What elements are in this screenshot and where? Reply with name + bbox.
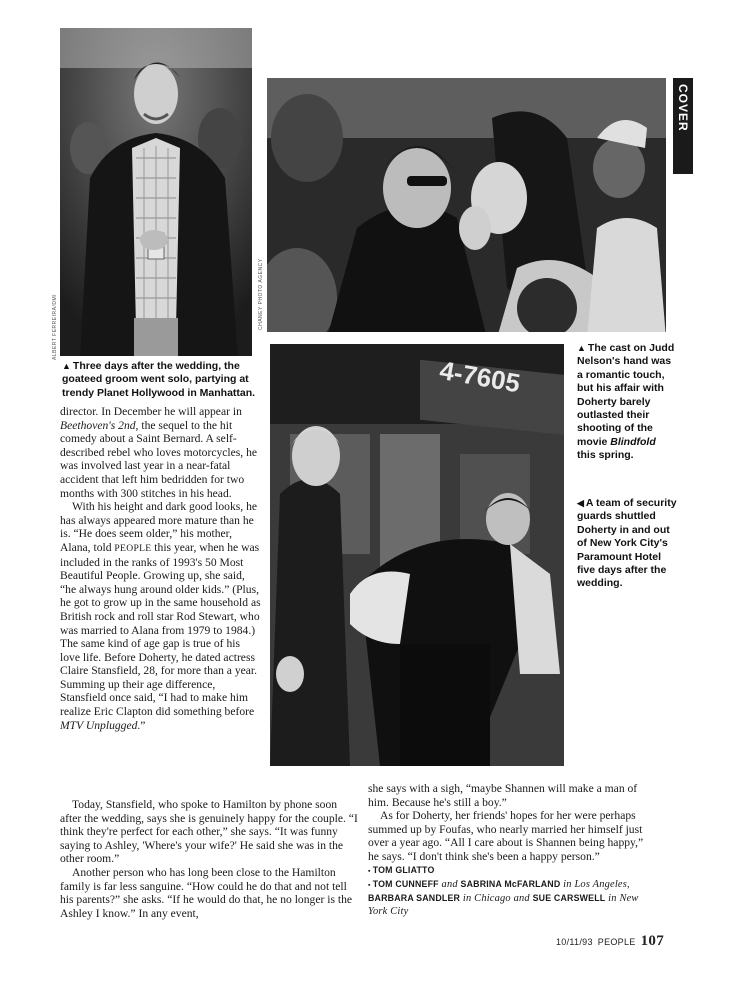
photo-judd-nelson-kiss	[267, 78, 666, 332]
byline-connector: and	[438, 878, 461, 890]
caption-guards-text: A team of security guards shuttled Doherty in and out of New York City's Paramount Hotel five days after the wedding.	[577, 497, 677, 590]
movie-title: Beethoven's 2nd,	[60, 418, 139, 432]
caption-arrow-left-icon: ◀	[577, 498, 584, 508]
article-paragraph: As for Doherty, her friends' hopes for her were perhaps summed up by Foufas, who nearly married her himself just over a year ago. “All I care about is Shannen being happy,” he says. “I don't think she's been a happy person.”	[368, 809, 644, 863]
caption-groom-text: Three days after the wedding, the goateed groom went solo, partying at trendy Planet Hollywood in Manhattan.	[62, 360, 256, 399]
caption-security-guards	[577, 497, 677, 591]
issue-date: 10/11/93	[556, 937, 593, 947]
article-paragraph: Today, Stansfield, who spoke to Hamilton by phone soon after the wedding, says she is genuinely happy for the couple. “I think they're perfect for each other,” she says. “It was funny saying to Ashley, 'Where's your wife?' He said she was in the other room.”	[60, 798, 358, 866]
byline-name: BARBARA SANDLER	[368, 892, 461, 903]
byline-location: in Los Angeles,	[560, 878, 630, 890]
article-paragraph	[60, 405, 262, 500]
byline-name: SUE CARSWELL	[532, 892, 606, 903]
byline-reporters	[368, 878, 648, 918]
article-column-right	[368, 782, 648, 918]
caption-judd-text-a: The cast on Judd Nelson's hand was a romantic touch, but his affair with Doherty barely outlasted their shooting of the movie	[577, 342, 675, 448]
caption-judd-nelson	[577, 342, 677, 463]
caption-groom	[62, 360, 262, 400]
page-folio	[556, 933, 664, 950]
page-number: 107	[640, 933, 664, 949]
byline-author	[368, 864, 648, 878]
store-sign-number: 4-7605	[437, 354, 523, 399]
article-text: With his height and dark good looks, he has always appeared more mature than he is. “He does seem older,” his mother, Alana, told	[60, 500, 258, 554]
section-tab-cover	[673, 78, 693, 174]
bullet-icon: ▪	[368, 881, 371, 889]
photo-credit-groom: ALBERT FERREIRA/DMI	[52, 294, 58, 360]
article-column-bottom-left	[60, 798, 360, 920]
byline-name: SABRINA McFARLAND	[460, 878, 561, 889]
article-paragraph	[60, 500, 262, 732]
byline-name: TOM GLIATTO	[372, 864, 435, 875]
article-paragraph: she says with a sigh, “maybe Shannen will make a man of him. Because he's still a boy.”	[368, 782, 638, 809]
photo-credit-kiss: CHANEY PHOTO AGENCY	[258, 258, 264, 330]
article-text: director. In December he will appear in	[60, 405, 242, 418]
byline-name: TOM CUNNEFF	[372, 878, 439, 889]
caption-judd-movie-title: Blindfold	[610, 435, 656, 448]
article-paragraph: Another person who has long been close to the Hamilton family is far less sanguine. “How could he do that and not tell his parents?” she asks. “If he would do that, he no longer is the Ashley I know.” In any event,	[60, 865, 353, 920]
photo-security-guards	[270, 344, 564, 766]
caption-arrow-up-icon: ▲	[62, 361, 71, 371]
article-text: the sequel to the hit comedy about a Saint Bernard. A self-described rebel who loves motorcycles, he was involved last year in a near-fatal accident that left him bedridden for two months with 300 stitches in his head.	[60, 418, 258, 500]
byline-location: in New York City	[368, 892, 639, 917]
caption-arrow-up-icon: ▲	[577, 343, 586, 353]
magazine-name: PEOPLE	[597, 937, 636, 947]
section-tab-label: COVER	[676, 84, 690, 132]
byline-location: in Chicago and	[460, 892, 533, 904]
show-title: MTV Unplugged	[60, 718, 138, 732]
photo-groom-planet-hollywood	[60, 28, 252, 356]
caption-judd-text-b: this spring.	[577, 449, 634, 462]
magazine-name: PEOPLE	[114, 542, 152, 554]
article-text: this year, when he was included in the ranks of 1993's 50 Most Beautiful People. Growing up, she said, “he always hung around older kids.” (Plus, he got to grow up in the same household as British rock and roll star Rod Stewart, who was married to Alana from 1979 to 1984.) The same kind of age gap is true of his love life. Before Doherty, he dated actress Claire Stansfield, 28, for more than a year. Summing up their age difference, Stansfield once said, “I had to make him realize Eric Clapton did something before	[60, 540, 261, 719]
article-column-left	[60, 405, 262, 732]
article-text: .”	[137, 718, 146, 732]
bullet-icon: ▪	[368, 867, 371, 875]
